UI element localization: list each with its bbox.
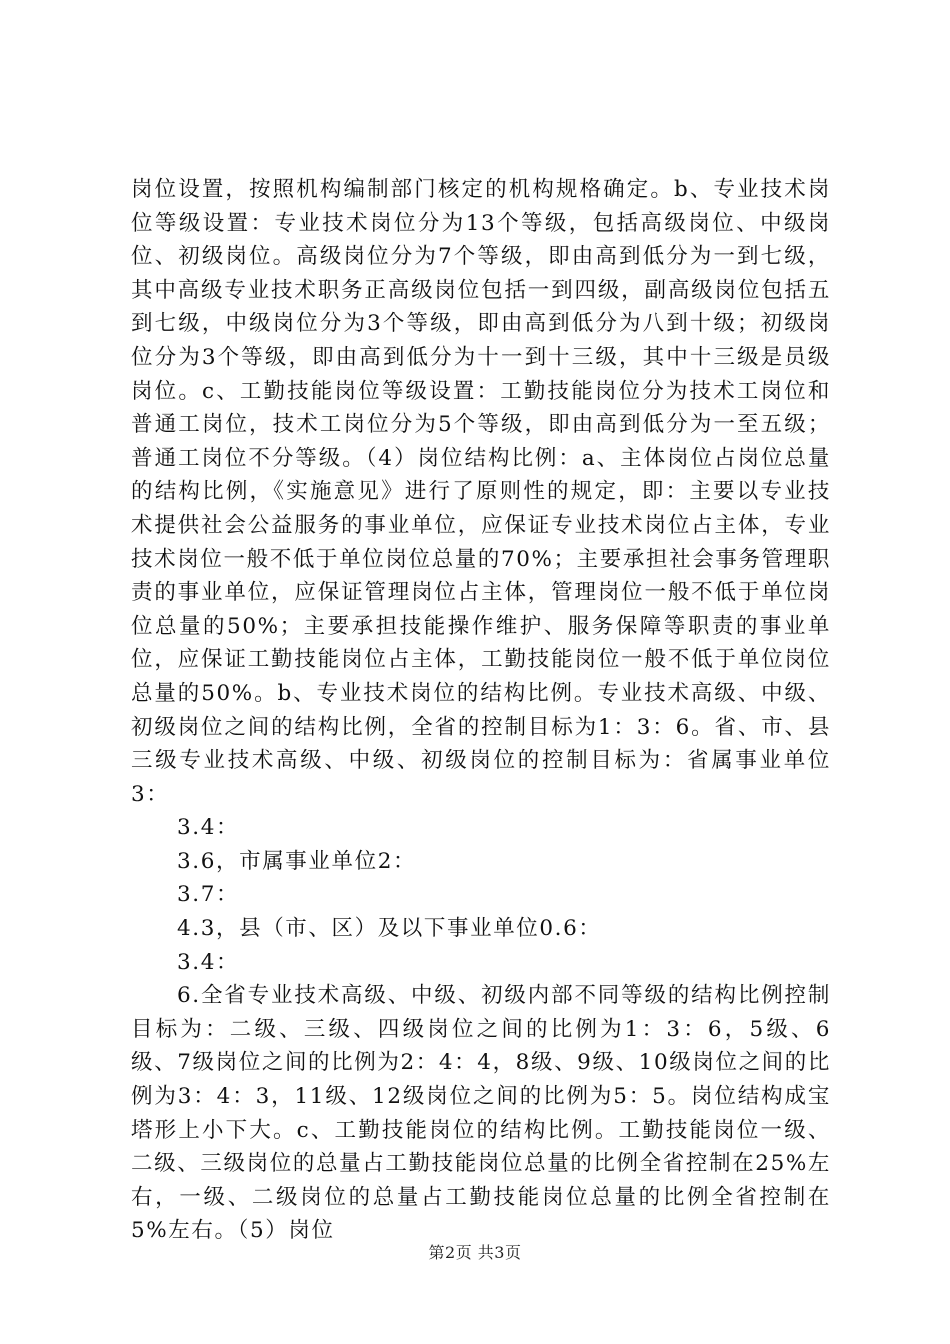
paragraph-ratio-line: 3.4： [177, 949, 240, 975]
paragraph-ratio-line: 3.6，市属事业单位2： [177, 848, 417, 874]
paragraph-ratio-line: 4.3，县（市、区）及以下事业单位0.6： [177, 916, 602, 942]
paragraph-ratio-line: 3.4： [177, 815, 240, 841]
page-number-footer: 第2页 共3页 [428, 1243, 522, 1262]
document-body [131, 173, 831, 1248]
paragraph-main: 岗位设置，按照机构编制部门核定的机构规格确定。b、专业技术岗位等级设置：专业技术岗位分为13个等级，包括高级岗位、中级岗位、初级岗位。高级岗位分为7个等级，即由高到低分为一到七级，其中高级专业技术职务正高级岗位包括一到四级，副高级岗位包括五到七级，中级岗位分为3个等级，即由高到低分为八到十级；初级岗位分为3个等级，即由高到低分为十一到十三级，其中十三级是员级岗位。c、工勤技能岗位等级设置：工勤技能岗位分为技术工岗位和普通工岗位，技术工岗位分为5个等级，即由高到低分为一至五级；普通工岗位不分等级。（4）岗位结构比例：a、主体岗位占岗位总量的结构比例，《实施意见》进行了原则性的规定，即：主要以专业技术提供社会公益服务的事业单位，应保证专业技术岗位占主体，专业技术岗位一般不低于单位岗位总量的70%；主要承担社会事务管理职责的事业单位，应保证管理岗位占主体，管理岗位一般不低于单位岗位总量的50%；主要承担技能操作维护、服务保障等职责的事业单位，应保证工勤技能岗位占主体，工勤技能岗位一般不低于单位岗位总量的50%。b、专业技术岗位的结构比例。专业技术高级、中级、初级岗位之间的结构比例，全省的控制目标为1：3：6。省、市、县三级专业技术高级、中级、初级岗位的控制目标为：省属事业单位3： [131, 177, 831, 807]
paragraph-continuation: 6.全省专业技术高级、中级、初级内部不同等级的结构比例控制目标为：二级、三级、四级岗位之间的比例为1：3：6，5级、6级、7级岗位之间的比例为2：4：4，8级、9级、10级岗位之间的比例为3：4：3，11级、12级岗位之间的比例为5：5。岗位结构成宝塔形上小下大。c、工勤技能岗位的结构比例。工勤技能岗位一级、二级、三级岗位的总量占工勤技能岗位总量的比例全省控制在25%左右，一级、二级岗位的总量占工勤技能岗位总量的比例全省控制在5%左右。（5）岗位 [131, 983, 831, 1244]
paragraph-ratio-line: 3.7： [177, 882, 240, 908]
